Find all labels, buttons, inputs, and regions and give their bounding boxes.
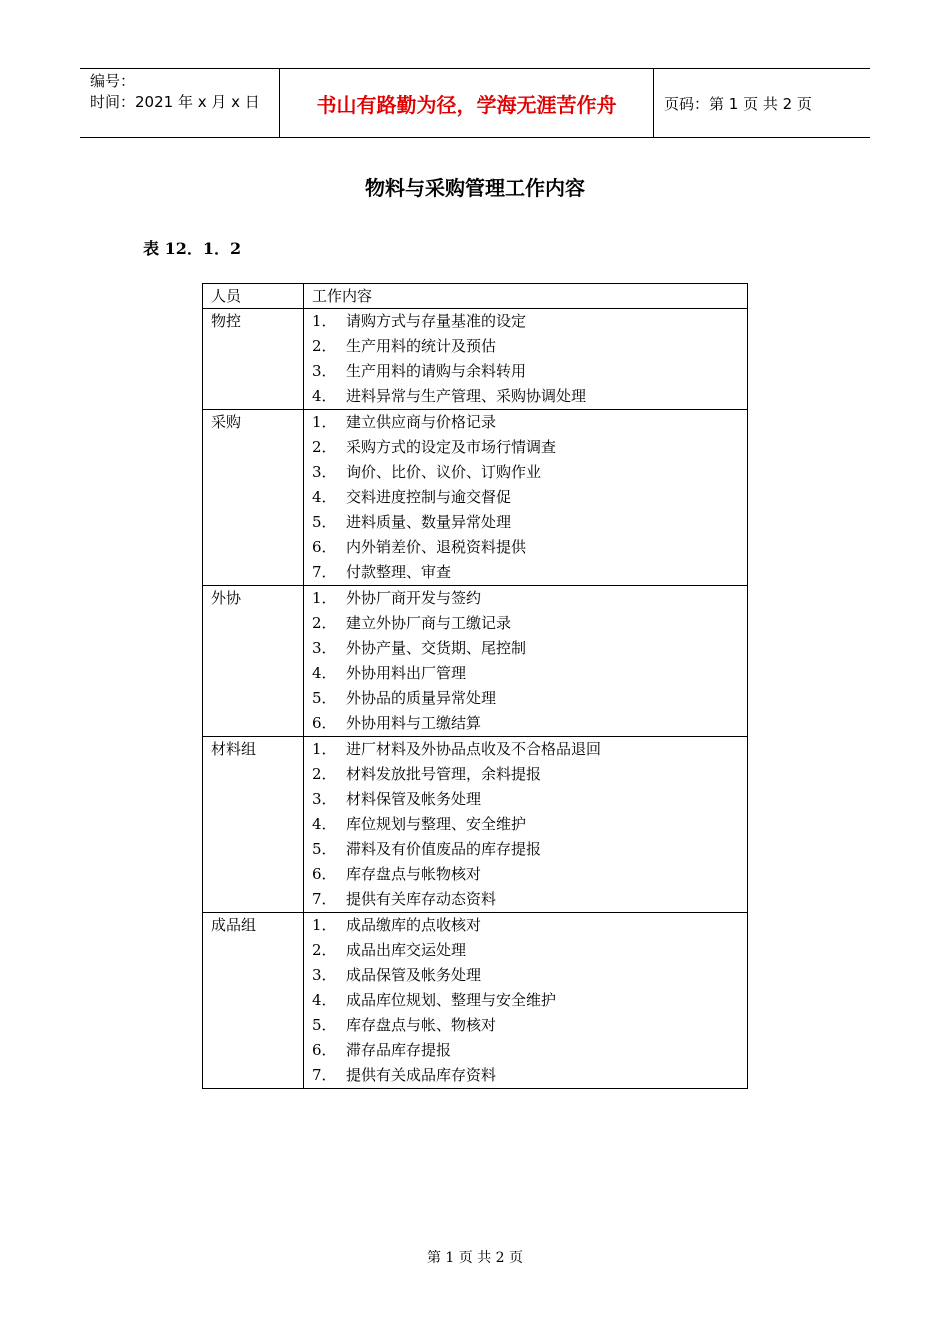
- item-text: 外协产量、交货期、尾控制: [346, 639, 527, 657]
- item-text: 提供有关库存动态资料: [346, 890, 497, 908]
- list-item: [312, 963, 739, 988]
- item-text: 请购方式与存量基准的设定: [346, 312, 527, 330]
- content-cell: [304, 309, 748, 410]
- item-number: 6．: [312, 714, 337, 732]
- list-item: [312, 737, 739, 762]
- item-text: 进料异常与生产管理、采购协调处理: [346, 387, 587, 405]
- item-number: 2．: [312, 765, 337, 783]
- list-item: [312, 1038, 739, 1063]
- role-cell: [203, 913, 304, 1089]
- item-text: 材料保管及帐务处理: [346, 790, 482, 808]
- role-label: 外协: [211, 589, 242, 607]
- item-number: 6．: [312, 1041, 337, 1059]
- list-item: [312, 988, 739, 1013]
- list-item: [312, 812, 739, 837]
- item-text: 进料质量、数量异常处理: [346, 513, 512, 531]
- list-item: [312, 560, 739, 585]
- page-footer: 第 1 页 共 2 页: [426, 1250, 524, 1266]
- table-row: [203, 586, 748, 737]
- item-number: 7．: [312, 563, 337, 581]
- item-number: 5．: [312, 689, 337, 707]
- item-number: 2．: [312, 941, 337, 959]
- item-number: 3．: [312, 966, 337, 984]
- table-row: [203, 737, 748, 913]
- role-label: 材料组: [211, 740, 257, 758]
- item-text: 外协厂商开发与签约: [346, 589, 482, 607]
- item-number: 5．: [312, 1016, 337, 1034]
- list-item: [312, 535, 739, 560]
- item-number: 4．: [312, 991, 337, 1009]
- item-text: 生产用料的统计及预估: [346, 337, 497, 355]
- item-text: 外协用料出厂管理: [346, 664, 467, 682]
- item-number: 1．: [312, 589, 337, 607]
- list-item: [312, 762, 739, 787]
- item-number: 6．: [312, 538, 337, 556]
- item-number: 5．: [312, 513, 337, 531]
- item-number: 1．: [312, 312, 337, 330]
- list-item: [312, 711, 739, 736]
- table-label: 表 12．1．2: [143, 239, 242, 258]
- work-content-table: [202, 283, 748, 1089]
- list-item: [312, 435, 739, 460]
- item-text: 提供有关成品库存资料: [346, 1066, 497, 1084]
- list-item: [312, 636, 739, 661]
- list-item: [312, 1013, 739, 1038]
- item-number: 1．: [312, 740, 337, 758]
- table-row: [203, 410, 748, 586]
- item-number: 4．: [312, 488, 337, 506]
- list-item: [312, 913, 739, 938]
- header-meta: [80, 69, 280, 137]
- table-row: [203, 913, 748, 1089]
- item-number: 2．: [312, 337, 337, 355]
- role-cell: [203, 410, 304, 586]
- list-item: [312, 1063, 739, 1088]
- role-cell: [203, 309, 304, 410]
- item-number: 3．: [312, 362, 337, 380]
- header-motto: 书山有路勤为径，学海无涯苦作舟: [280, 69, 654, 137]
- item-text: 成品出库交运处理: [346, 941, 467, 959]
- item-text: 滞存品库存提报: [346, 1041, 452, 1059]
- item-text: 材料发放批号管理，余料提报: [346, 765, 542, 783]
- item-number: 4．: [312, 387, 337, 405]
- list-item: [312, 862, 739, 887]
- role-cell: [203, 586, 304, 737]
- item-text: 建立外协厂商与工缴记录: [346, 614, 512, 632]
- content-cell: [304, 410, 748, 586]
- item-text: 库存盘点与帐、物核对: [346, 1016, 497, 1034]
- item-text: 库位规划与整理、安全维护: [346, 815, 527, 833]
- item-text: 滞料及有价值废品的库存提报: [346, 840, 542, 858]
- list-item: [312, 837, 739, 862]
- item-number: 2．: [312, 438, 337, 456]
- item-text: 建立供应商与价格记录: [346, 413, 497, 431]
- document-title: 物料与采购管理工作内容: [365, 176, 585, 200]
- table-row: [203, 309, 748, 410]
- list-item: [312, 611, 739, 636]
- item-text: 进厂材料及外协品点收及不合格品退回: [346, 740, 602, 758]
- item-number: 3．: [312, 639, 337, 657]
- role-label: 采购: [211, 413, 242, 431]
- list-item: [312, 334, 739, 359]
- time-label: 时间：2021 年 x 月 x 日: [90, 93, 260, 111]
- list-item: [312, 359, 739, 384]
- item-number: 2．: [312, 614, 337, 632]
- item-text: 库存盘点与帐物核对: [346, 865, 482, 883]
- item-number: 7．: [312, 1066, 337, 1084]
- role-cell: [203, 737, 304, 913]
- header-role: 人员: [203, 284, 304, 309]
- item-text: 成品保管及帐务处理: [346, 966, 482, 984]
- role-label: 成品组: [211, 916, 257, 934]
- list-item: [312, 586, 739, 611]
- list-item: [312, 410, 739, 435]
- item-text: 外协用料与工缴结算: [346, 714, 482, 732]
- list-item: [312, 787, 739, 812]
- item-number: 7．: [312, 890, 337, 908]
- item-number: 4．: [312, 815, 337, 833]
- header-content: 工作内容: [304, 284, 748, 309]
- list-item: [312, 887, 739, 912]
- item-text: 成品缴库的点收核对: [346, 916, 482, 934]
- item-number: 6．: [312, 865, 337, 883]
- role-label: 物控: [211, 312, 242, 330]
- list-item: [312, 938, 739, 963]
- table-header-row: [203, 284, 748, 309]
- content-cell: [304, 586, 748, 737]
- list-item: [312, 309, 739, 334]
- item-number: 1．: [312, 413, 337, 431]
- item-text: 采购方式的设定及市场行情调查: [346, 438, 557, 456]
- item-text: 成品库位规划、整理与安全维护: [346, 991, 557, 1009]
- list-item: [312, 686, 739, 711]
- item-number: 3．: [312, 463, 337, 481]
- list-item: [312, 485, 739, 510]
- item-number: 3．: [312, 790, 337, 808]
- list-item: [312, 384, 739, 409]
- list-item: [312, 661, 739, 686]
- item-text: 外协品的质量异常处理: [346, 689, 497, 707]
- document-header: [80, 68, 870, 138]
- item-text: 付款整理、审查: [346, 563, 452, 581]
- header-page-label: 页码：第 1 页 共 2 页: [664, 94, 812, 113]
- item-number: 1．: [312, 916, 337, 934]
- content-cell: [304, 913, 748, 1089]
- item-number: 4．: [312, 664, 337, 682]
- list-item: [312, 460, 739, 485]
- item-text: 询价、比价、议价、订购作业: [346, 463, 542, 481]
- item-number: 5．: [312, 840, 337, 858]
- item-text: 交料进度控制与逾交督促: [346, 488, 512, 506]
- content-cell: [304, 737, 748, 913]
- item-text: 生产用料的请购与余料转用: [346, 362, 527, 380]
- list-item: [312, 510, 739, 535]
- number-label: 编号：: [90, 72, 136, 90]
- item-text: 内外销差价、退税资料提供: [346, 538, 527, 556]
